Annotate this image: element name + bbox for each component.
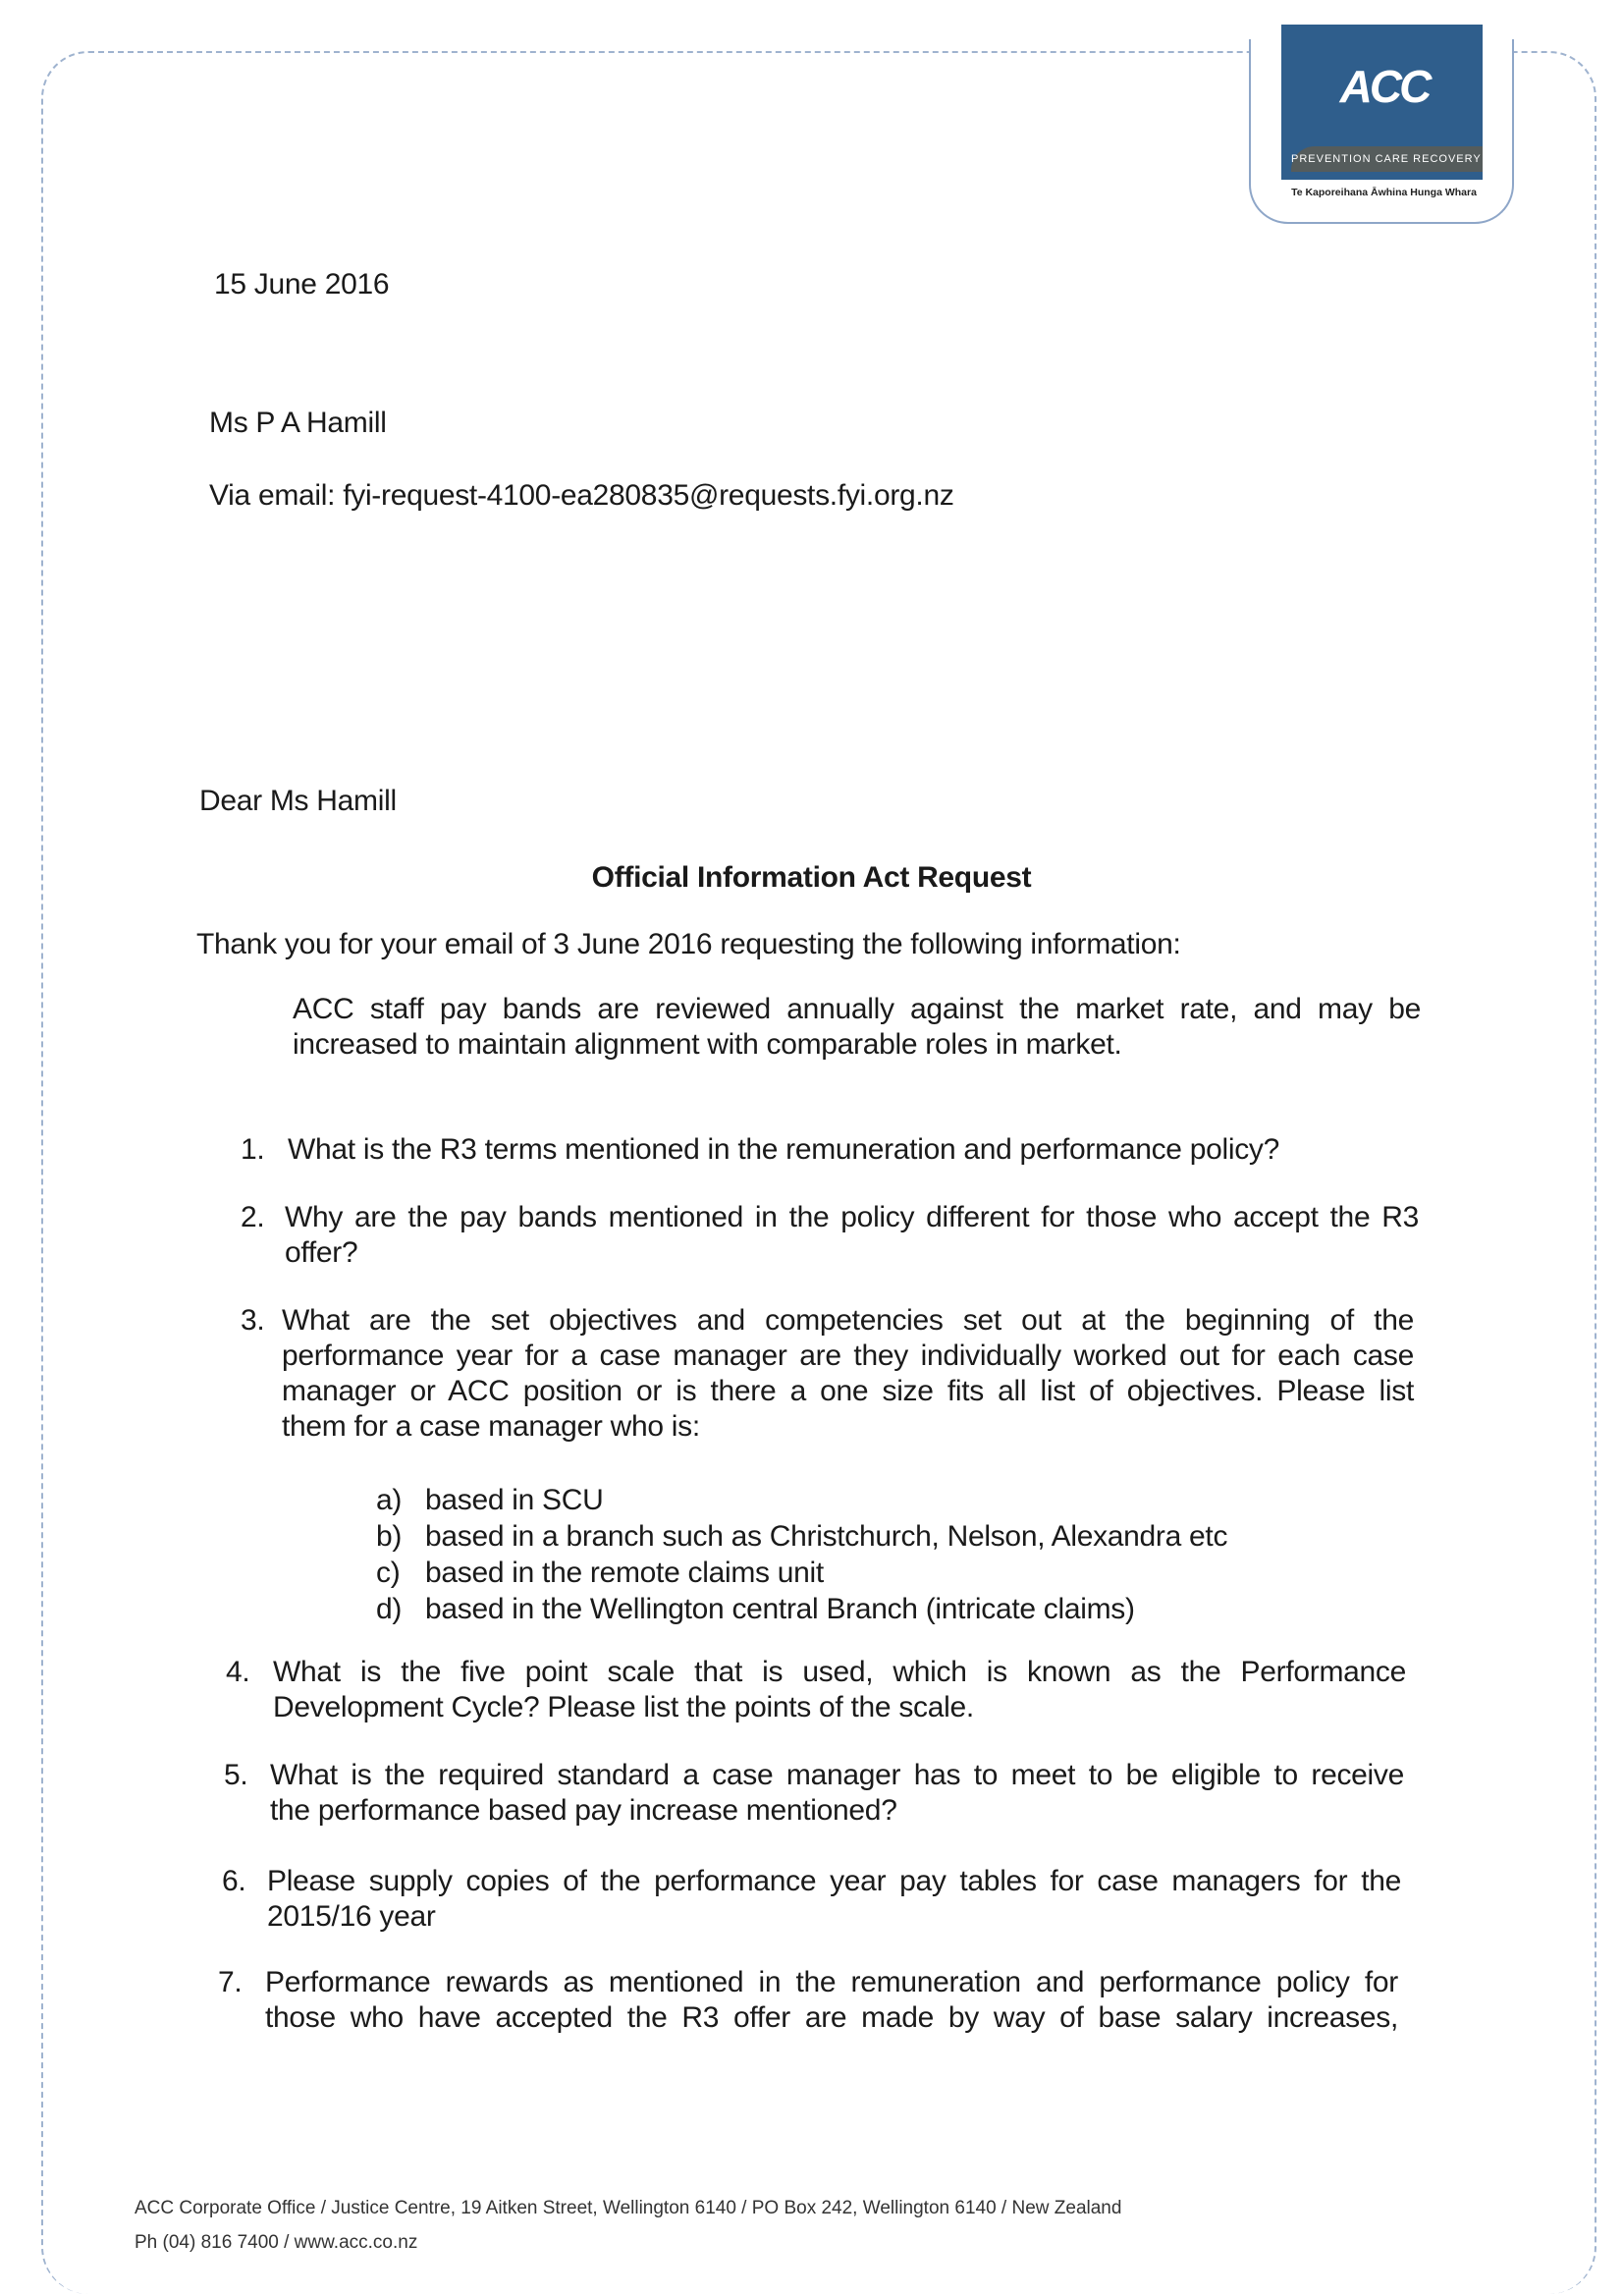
list-item bbox=[0, 1965, 1623, 2036]
quote-line: ACC staff pay bands are reviewed annually against the market rate, and may be bbox=[293, 993, 1421, 1025]
list-item-text bbox=[270, 1758, 1404, 1829]
sub-item bbox=[0, 1518, 1623, 1555]
sub-item-text: based in SCU bbox=[425, 1484, 604, 1516]
list-item-line: the performance based pay increase mentioned? bbox=[270, 1794, 897, 1827]
list-item bbox=[0, 1303, 1623, 1445]
list-item-text bbox=[265, 1965, 1398, 2036]
footer-address: ACC Corporate Office / Justice Centre, 19 Aitken Street, Wellington 6140 / PO Box 242, Wellington 6140 / New Zealand bbox=[135, 2198, 1122, 2218]
list-item-text bbox=[273, 1655, 1406, 1725]
sub-item-text: based in the Wellington central Branch (intricate claims) bbox=[425, 1593, 1135, 1625]
list-item bbox=[0, 1758, 1623, 1829]
list-item-line: What is the required standard a case manager has to meet to be eligible to receive bbox=[270, 1759, 1404, 1791]
list-item-line: offer? bbox=[285, 1236, 358, 1269]
list-item-line: Why are the pay bands mentioned in the policy different for those who accept the R3 bbox=[285, 1201, 1419, 1233]
logo-mark: ACC bbox=[1339, 61, 1430, 112]
list-item-line: Development Cycle? Please list the points of the scale. bbox=[273, 1691, 974, 1723]
sub-item-label: c) bbox=[376, 1557, 401, 1589]
list-item bbox=[0, 1655, 1623, 1725]
letter-title: Official Information Act Request bbox=[591, 861, 1032, 894]
list-item bbox=[0, 1132, 1623, 1168]
sub-item-text: based in a branch such as Christchurch, Nelson, Alexandra etc bbox=[425, 1520, 1228, 1553]
sub-item bbox=[0, 1591, 1623, 1627]
list-item-line: What are the set objectives and competencies set out at the beginning of the bbox=[282, 1304, 1414, 1337]
list-item-line: manager or ACC position or is there a one size fits all list of objectives. Please list bbox=[282, 1375, 1414, 1407]
footer-contact: Ph (04) 816 7400 / www.acc.co.nz bbox=[135, 2232, 418, 2253]
recipient: Ms P A Hamill bbox=[209, 407, 387, 439]
sub-item-text: based in the remote claims unit bbox=[425, 1557, 824, 1589]
item-number: 4. bbox=[226, 1656, 250, 1688]
sub-item-label: b) bbox=[376, 1520, 403, 1553]
list-item-text bbox=[285, 1200, 1419, 1271]
list-item-line: What is the five point scale that is used, which is known as the Performance bbox=[273, 1656, 1406, 1688]
list-item-line: Please supply copies of the performance year pay tables for case managers for the bbox=[267, 1865, 1401, 1897]
quote-line: increased to maintain alignment with comparable roles in market. bbox=[293, 1028, 1122, 1061]
list-item-line: What is the R3 terms mentioned in the remuneration and performance policy? bbox=[288, 1133, 1279, 1166]
list-item bbox=[0, 1864, 1623, 1935]
sub-item bbox=[0, 1482, 1623, 1518]
letter-date: 15 June 2016 bbox=[214, 268, 390, 301]
sub-item-label: d) bbox=[376, 1593, 403, 1625]
list-item bbox=[0, 1200, 1623, 1271]
logo-tagline: Te Kaporeihana Āwhina Hunga Whara bbox=[1291, 187, 1477, 198]
list-item-text bbox=[288, 1132, 1515, 1168]
item-number: 7. bbox=[218, 1966, 243, 1998]
list-item-line: performance year for a case manager are they individually worked out for each case bbox=[282, 1339, 1414, 1372]
list-item-line: them for a case manager who is: bbox=[282, 1410, 700, 1443]
intro: Thank you for your email of 3 June 2016 requesting the following information: bbox=[196, 928, 1181, 960]
list-item-line: Performance rewards as mentioned in the remuneration and performance policy for bbox=[265, 1966, 1398, 1998]
item-number: 3. bbox=[241, 1304, 265, 1337]
list-item-text bbox=[267, 1864, 1401, 1935]
list-item-text bbox=[282, 1303, 1414, 1445]
via-email: Via email: fyi-request-4100-ea280835@requests.fyi.org.nz bbox=[209, 479, 954, 512]
list-item-line: 2015/16 year bbox=[267, 1900, 436, 1933]
list-item-line: those who have accepted the R3 offer are made by way of base salary increases, bbox=[265, 2001, 1398, 2034]
quoted-text bbox=[293, 992, 1421, 1063]
item-number: 5. bbox=[224, 1759, 248, 1791]
salutation: Dear Ms Hamill bbox=[199, 785, 397, 817]
sub-item-label: a) bbox=[376, 1484, 403, 1516]
item-number: 1. bbox=[241, 1133, 265, 1166]
item-number: 6. bbox=[222, 1865, 246, 1897]
item-number: 2. bbox=[241, 1201, 265, 1233]
sub-item-list bbox=[0, 1482, 1623, 1627]
sub-item bbox=[0, 1555, 1623, 1591]
logo-band: PREVENTION CARE RECOVERY bbox=[1291, 146, 1483, 172]
